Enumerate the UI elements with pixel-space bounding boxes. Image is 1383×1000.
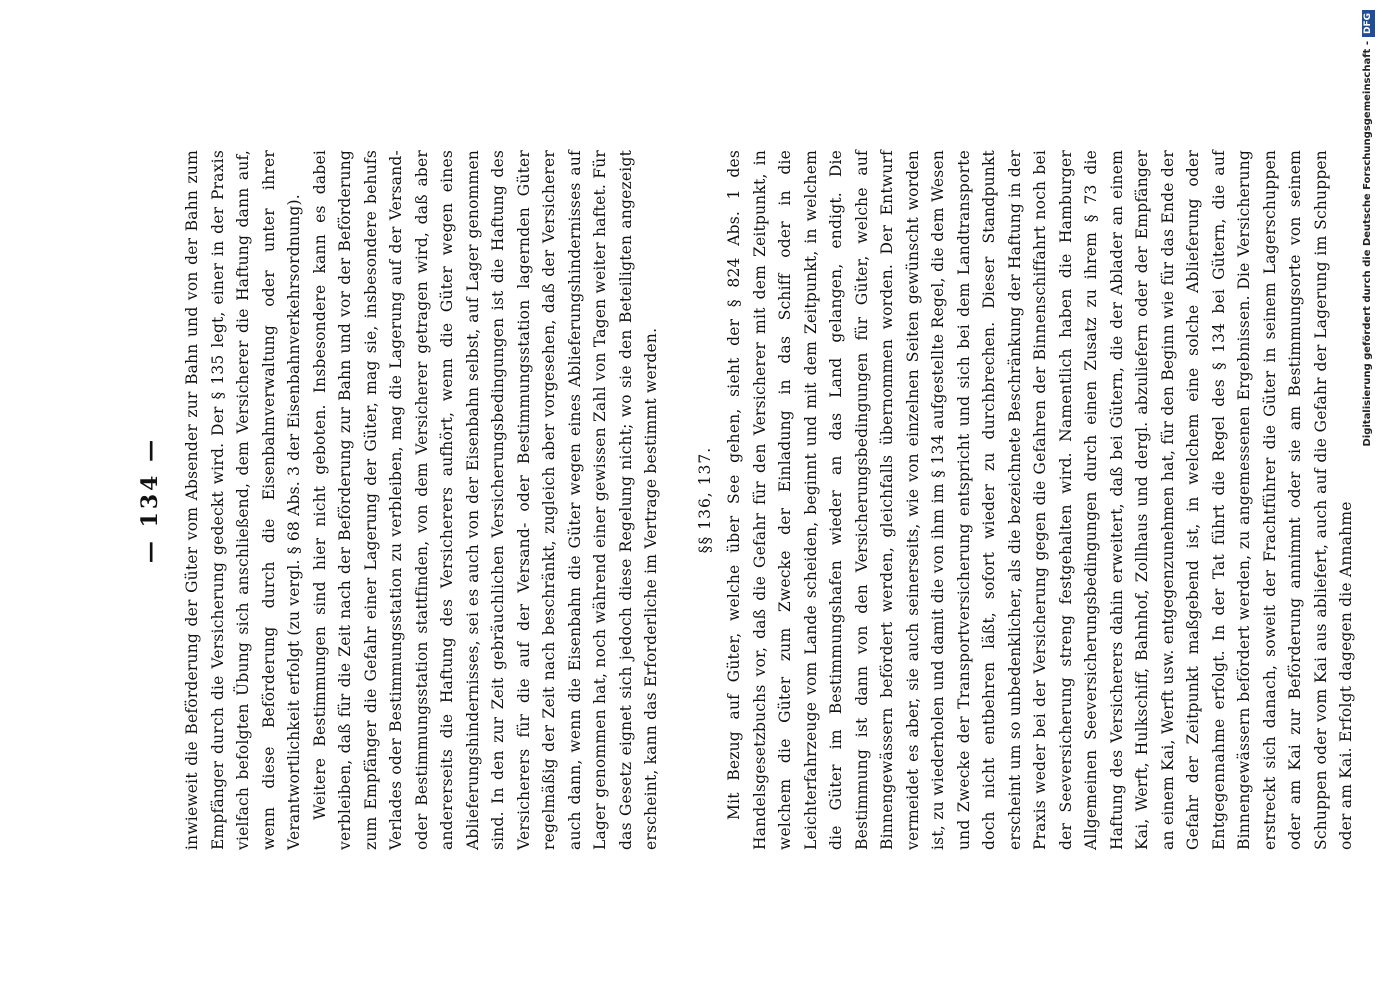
document-page	[60, 0, 1355, 1000]
paragraph-top-2: Weitere Bestimmungen sind hier nicht geboten. Insbesondere kann es dabei verbleiben, daß für die Zeit nach der Beförderung zur Bahn und vor der Beförderung zum Empfänger die Gefahr einer Lagerung der Güter, mag sie, insbesondere behufs Verlades oder Bestimmungsstation zu verbleiben, mag die Lagerung auf der Versand- oder Bestimmungsstation stattfinden, von dem Versicherer getragen wird, daß aber andererseits die Haftung des Versicherers aufhört, wenn die Güter wegen eines Ablieferungshindernisses, sei es auch von der Eisenbahn selbst, auf Lager genommen sind. In den zur Zeit gebräuchlichen Versicherungsbedingungen ist die Haftung des Versicherers für die auf der Versand- oder Bestimmungsstation lagernden Güter regelmäßig der Zeit nach beschränkt, zugleich aber vorgesehen, daß der Versicherer auch dann, wenn die Eisenbahn die Güter wegen eines Ablieferungshindernisses auf Lager genommen hat, noch während einer gewissen Zahl von Tagen weiter haftet. Für das Gesetz eignet sich jedoch diese Regelung nicht; wo sie den Beteiligten angezeigt erscheint, kann das Erforderliche im Vertrage bestimmt werden.	[310, 150, 660, 850]
dfg-logo-icon: DFG	[1362, 10, 1375, 37]
section-heading: §§ 136, 137.	[695, 446, 714, 554]
page-number: — 134 —	[137, 436, 163, 564]
digitization-credit	[1359, 10, 1377, 770]
paragraph-top-1: inwieweit die Beförderung der Güter vom Absender zur Bahn und von der Bahn zum Empfänger durch die Versicherung gedeckt wird. Der § 135 legt, einer in der Praxis vielfach befolgten Übung sich anschließend, dem Versicherer die Haftung dann auf, wenn diese Beförderung durch die Eisenbahnverwaltung oder unter ihrer Verantwortlichkeit erfolgt (zu vergl. § 68 Abs. 3 der Eisenbahnverkehrsordnung).	[183, 150, 303, 850]
paragraph-bottom-1: Mit Bezug auf Güter, welche über See gehen, sieht der § 824 Abs. 1 des Handelsgesetzbuchs vor, daß die Gefahr für den Versicherer mit dem Zeitpunkt, in welchem die Güter zum Zwecke der Einladung in das Schiff oder in die Leichterfahrzeuge vom Lande scheiden, beginnt und mit dem Zeitpunkt, in welchem die Güter im Bestimmungshafen wieder an das Land gelangen, endigt. Die Bestimmung ist dann von den Versicherungsbedingungen für Güter, welche auf Binnengewässern befördert werden, gleichfalls übernommen worden. Der Entwurf vermeidet es aber, sie auch seinerseits, wie von einzelnen Seiten gewünscht worden ist, zu wiederholen und damit die von ihm im § 134 aufgestellte Regel, die dem Wesen und Zwecke der Transportversicherung entspricht und sich bei dem Landtransporte doch nicht entbehren läßt, sofort wieder zu durchbrechen. Dieser Standpunkt erscheint um so unbedenklicher, als die bezeichnete Beschränkung der Haftung in der Praxis weder bei der Versicherung gegen die Gefahren der Binnenschiffahrt noch bei der Seeversicherung streng festgehalten wird. Namentlich haben die Hamburger Allgemeinen Seeversicherungsbedingungen durch einen Zusatz zu ihrem § 73 die Haftung des Versicherers dahin erweitert, daß bei Gütern, die der Ablader an einem Kai, Werft, Hulkschiff, Bahnhof, Zollhaus und dergl. abzuliefern oder der Empfänger an einem Kai, Werft usw. entgegenzunehmen hat, für den Beginn wie für das Ende der Gefahr der Zeitpunkt maßgebend ist, in welchem eine solche Ablieferung oder Entgegennahme erfolgt. In der Tat führt die Regel des § 134 bei Gütern, die auf Binnengewässern befördert werden, zu angemessenen Ergebnissen. Die Versicherung erstreckt sich danach, soweit der Frachtführer die Güter in seinem Lagerschuppen oder am Kai zur Beförderung annimmt oder sie am Bestimmungsorte von seinem Schuppen oder vom Kai aus abliefert, auch auf die Gefahr der Lagerung im Schuppen oder am Kai. Erfolgt dagegen die Annahme	[725, 150, 1355, 850]
digitization-credit-text	[1359, 10, 1377, 770]
text-block	[130, 150, 1360, 850]
credit-text: Digitalisierung gefördert durch die Deutsche Forschungsgemeinschaft -	[1362, 41, 1373, 447]
